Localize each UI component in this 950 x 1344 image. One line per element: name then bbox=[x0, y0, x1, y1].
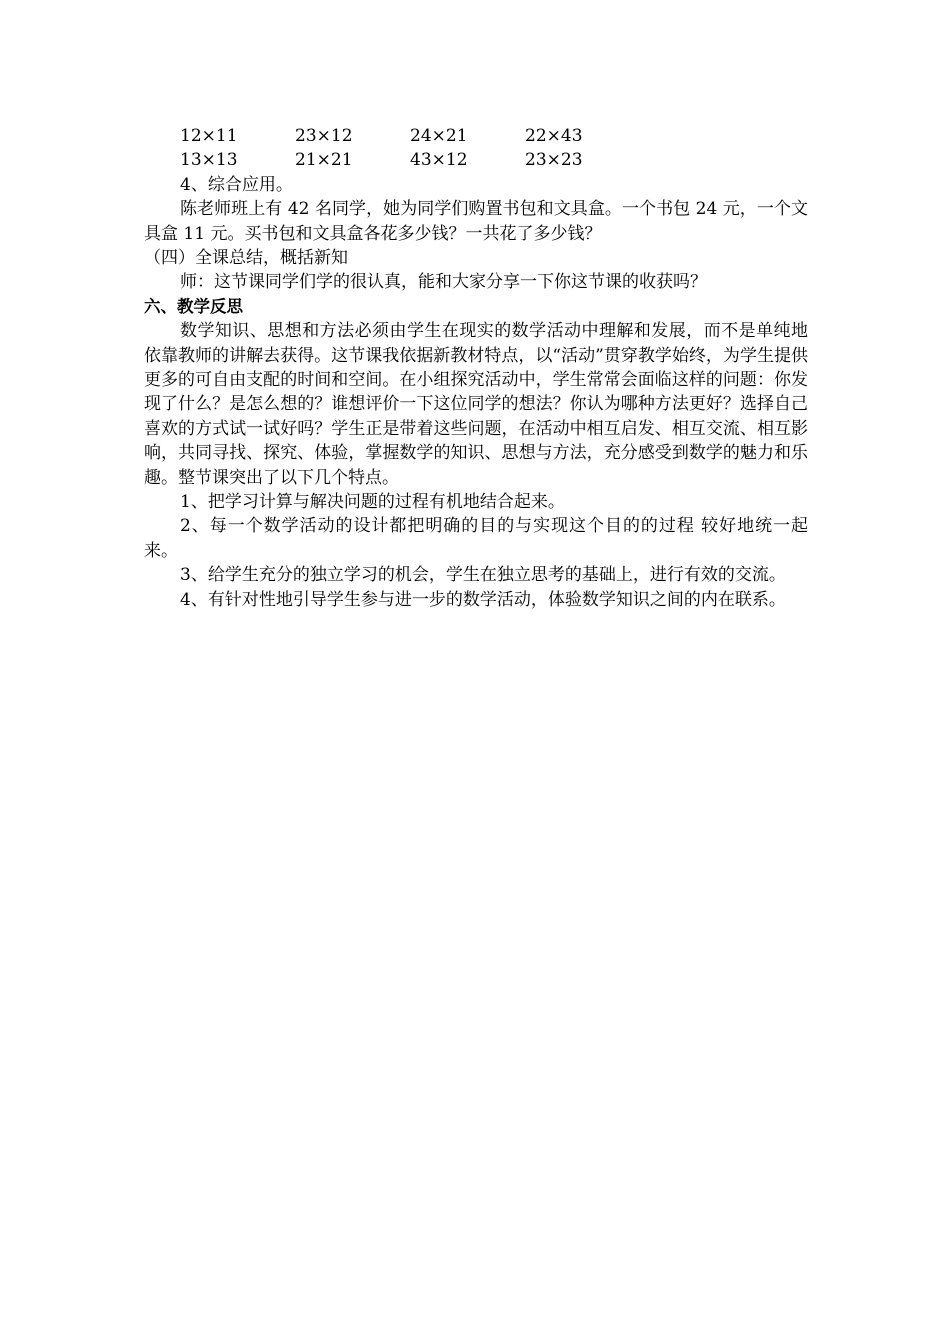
section4-label: 4、综合应用。 bbox=[180, 174, 293, 195]
teacher-line: 师：这节课同学们学的很认真，能和大家分享一下你这节课的收获吗？ bbox=[180, 272, 707, 293]
exercise-item: 13×13 bbox=[180, 150, 238, 171]
reflection-point: 2、每一个数学活动的设计都把明确的目的与实现这个目的的过程 较好地统一起来。 bbox=[144, 516, 808, 561]
reflection-point: 3、给学生充分的独立学习的机会，学生在独立思考的基础上，进行有效的交流。 bbox=[180, 565, 786, 586]
exercise-item: 21×21 bbox=[295, 150, 353, 171]
reflection-point: 1、把学习计算与解决问题的过程有机地结合起来。 bbox=[180, 492, 565, 513]
exercise-item: 12×11 bbox=[180, 126, 238, 146]
summary-heading: （四）全课总结，概括新知 bbox=[144, 248, 348, 268]
word-problem: 陈老师班上有 42 名同学，她为同学们购置书包和文具盒。一个书包 24 元，一个文具盒 11 元。买书包和文具盒各花多少钱？一共花了多少钱？ bbox=[144, 199, 808, 244]
reflection-intro: 数学知识、思想和方法必须由学生在现实的数学活动中理解和发展，而不是单纯地依靠教师的讲解去获得。这节课我依据新教材特点，以“活动”贯穿教学始终，为学生提供更多的可自由支配的时间和空间。在小组探究活动中，学生常常会面临这样的问题：你发现了什么？是怎么想的？谁想评价一下这位同学的想法？你认为哪种方法更好？选择自己喜欢的方式试一试好吗？学生正是带着这些问题，在活动中相互启发、相互交流、相互影响，共同寻找、探究、体验，掌握数学的知识、思想与方法，充分感受到数学的魅力和乐趣。整节课突出了以下几个特点。 bbox=[144, 321, 808, 488]
exercise-item: 24×21 bbox=[410, 126, 468, 146]
reflection-point: 4、有针对性地引导学生参与进一步的数学活动，体验数学知识之间的内在联系。 bbox=[180, 589, 786, 610]
document-page bbox=[144, 124, 808, 612]
exercise-item: 43×12 bbox=[410, 150, 468, 171]
exercise-item: 22×43 bbox=[525, 126, 583, 146]
exercise-row bbox=[144, 124, 808, 148]
exercise-row bbox=[144, 148, 808, 172]
exercise-item: 23×23 bbox=[525, 150, 583, 171]
reflection-heading: 六、教学反思 bbox=[144, 296, 243, 316]
exercise-item: 23×12 bbox=[295, 126, 353, 146]
